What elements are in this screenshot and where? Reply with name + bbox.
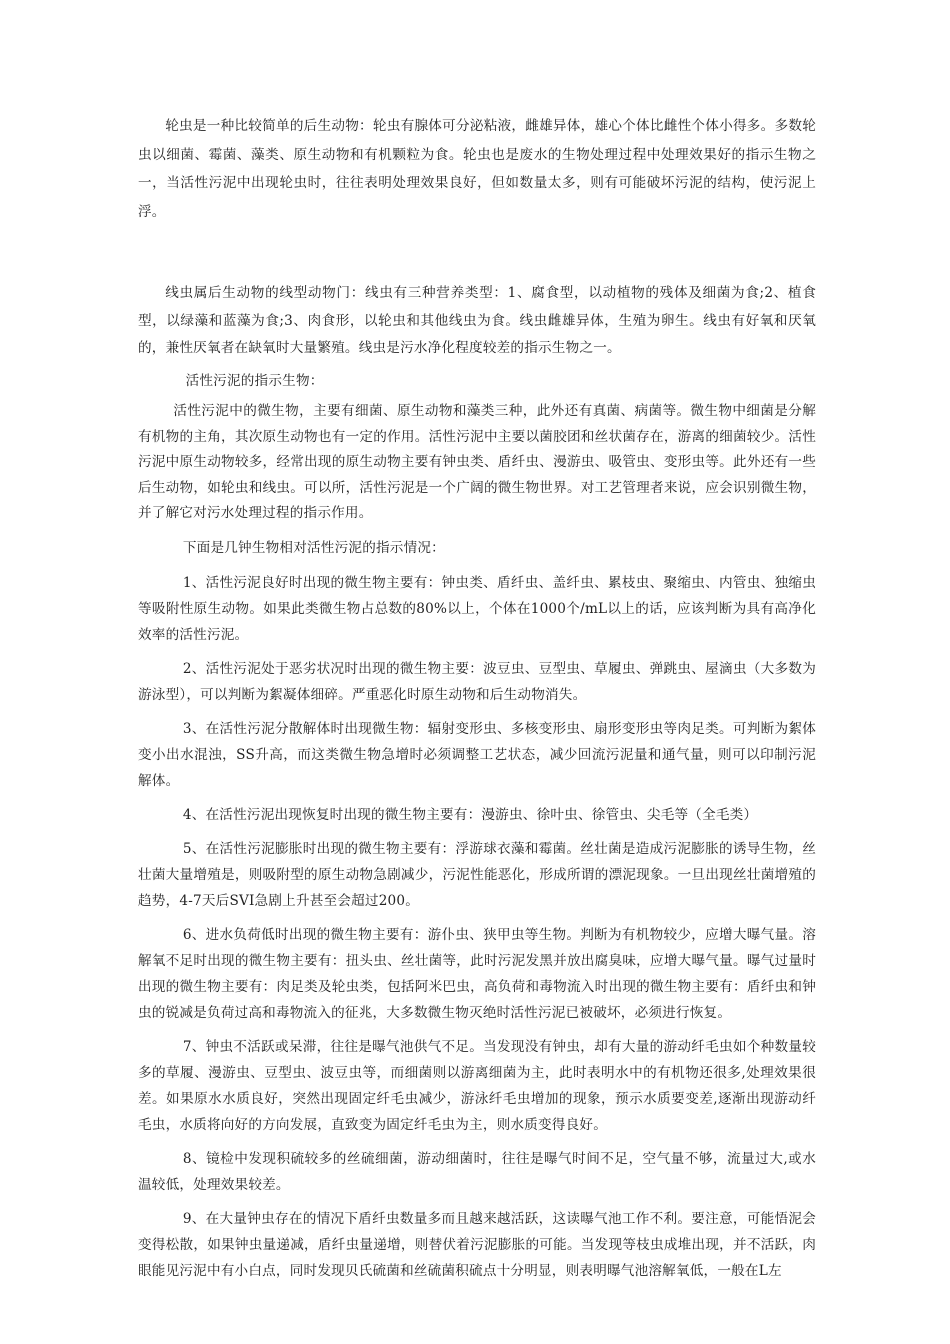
paragraph-nematode: 线虫属后生动物的线型动物门：线虫有三种营养类型：1、腐食型，以动植物的残体及细菌为食;2、植食型，以绿藻和蓝藻为食;3、肉食形，以轮虫和其他线虫为食。线虫雌雄异体，生殖为卵生。线虫有好氧和厌氧的，兼性厌氧者在缺氧时大量繁殖。线虫是污水净化程度较差的指示生物之一。 [138, 285, 816, 356]
list-item-7: 7、钟虫不活跃或呆滞，往往是曝气池供气不足。当发现没有钟虫，却有大量的游动纤毛虫如个种数量较多的草履、漫游虫、豆型虫、波豆虫等，而细菌则以游离细菌为主，此时表明水中的有机物还很多,处理效果很差。如果原水水质良好，突然出现固定纤毛虫减少，游泳纤毛虫增加的现象，预示水质要变差,逐渐出现游动纤毛虫，水质将向好的方向发展，直致变为固定纤毛虫为主，则水质变得良好。 [138, 1038, 816, 1133]
list-item-5: 5、在活性污泥膨胀时出现的微生物主要有：浮游球衣藻和霉菌。丝壮菌是造成污泥膨胀的诱导生物，丝壮菌大量增殖是，则吸附型的原生动物急剧减少，污泥性能恶化，形成所谓的漂泥现象。一旦出现丝壮菌增殖的趋势，4-7天后SVI急剧上升甚至会超过200。 [138, 840, 816, 909]
list-item-8: 8、镜检中发现积硫较多的丝硫细菌，游动细菌时，往往是曝气时间不足，空气量不够，流量过大,或水温较低，处理效果较差。 [138, 1150, 816, 1193]
paragraph-sludge-microorganisms: 活性污泥中的微生物，主要有细菌、原生动物和藻类三种，此外还有真菌、病菌等。微生物中细菌是分解有机物的主角，其次原生动物也有一定的作用。活性污泥中主要以菌胶团和丝状菌存在，游离的细菌较少。活性污泥中原生动物较多，经常出现的原生动物主要有钟虫类、盾纤虫、漫游虫、吸管虫、变形虫等。此外还有一些后生动物，如轮虫和线虫。可以所，活性污泥是一个广阔的微生物世界。对工艺管理者来说，应会识别微生物，并了解它对污水处理过程的指示作用。 [138, 403, 816, 521]
list-item-1: 1、活性污泥良好时出现的微生物主要有：钟虫类、盾纤虫、盖纤虫、累枝虫、聚缩虫、内管虫、独缩虫等吸附性原生动物。如果此类微生物占总数的80%以上，个体在1000个/mL以上的话，应该判断为具有高净化效率的活性污泥。 [138, 574, 816, 643]
section-heading-indicator-organisms: 活性污泥的指示生物： [185, 372, 324, 389]
paragraph-list-lead: 下面是几钟生物相对活性污泥的指示情况： [182, 539, 445, 556]
document-page [138, 112, 816, 1284]
paragraph-rotifer: 轮虫是一种比较简单的后生动物：轮虫有腺体可分泌粘液，雌雄异体，雄心个体比雌性个体小得多。多数轮虫以细菌、霉菌、藻类、原生动物和有机颗粒为食。轮虫也是废水的生物处理过程中处理效果好的指示生物之一，当活性污泥中出现轮虫时，往往表明处理效果良好，但如数量太多，则有可能破坏污泥的结构，使污泥上浮。 [138, 118, 816, 220]
list-item-4: 4、在活性污泥出现恢复时出现的微生物主要有：漫游虫、徐叶虫、徐管虫、尖毛等（全毛类） [182, 806, 758, 823]
list-item-9: 9、在大量钟虫存在的情况下盾纤虫数量多而且越来越活跃，这读曝气池工作不利。要注意，可能悟泥会变得松散，如果钟虫量递减，盾纤虫量递增，则替伏着污泥膨胀的可能。当发现等枝虫成堆出现，并不活跃，肉眼能见污泥中有小白点，同时发现贝氏硫菌和丝硫菌积硫点十分明显，则表明曝气池溶解氧低，一般在L左 [138, 1210, 816, 1279]
list-item-2: 2、活性污泥处于恶劣状况时出现的微生物主要：波豆虫、豆型虫、草履虫、弹跳虫、屋滴虫（大多数为游泳型），可以判断为絮凝体细碎。严重恶化时原生动物和后生动物消失。 [138, 660, 816, 703]
list-item-3: 3、在活性污泥分散解体时出现微生物：辐射变形虫、多核变形虫、扇形变形虫等肉足类。可判断为絮体变小出水混浊，SS升高，而这类微生物急增时必须调整工艺状态，减少回流污泥量和通气量，则可以印制污泥解体。 [138, 720, 816, 789]
list-item-6: 6、进水负荷低时出现的微生物主要有：游仆虫、狭甲虫等生物。判断为有机物较少，应增大曝气量。溶解氧不足时出现的微生物主要有：扭头虫、丝壮菌等，此时污泥发黑并放出腐臭味，应增大曝气量。曝气过量时出现的微生物主要有：肉足类及轮虫类，包括阿米巴虫，高负荷和毒物流入时出现的微生物主要有：盾纤虫和钟虫的锐减是负荷过高和毒物流入的征兆，大多数微生物灭绝时活性污泥已被破坏，必须进行恢复。 [138, 926, 816, 1021]
